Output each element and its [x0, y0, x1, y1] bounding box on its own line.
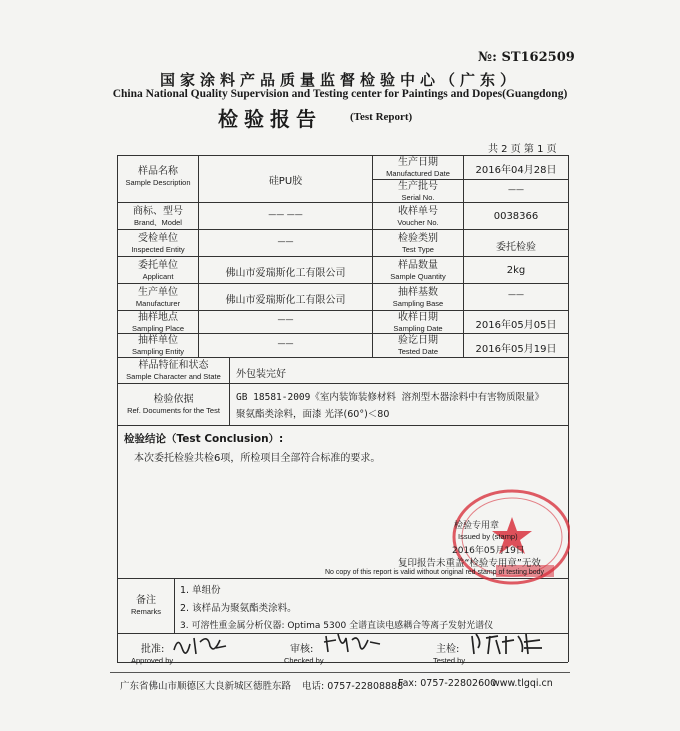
value-sample-character: 外包装完好: [236, 369, 286, 380]
label-sample-character: 样品特征和状态 Sample Character and State: [126, 360, 221, 381]
tester-signature-icon: [468, 630, 548, 658]
footer-address: 广东省佛山市顺德区大良新城区德胜东路: [120, 681, 292, 692]
remark-item: 3. 可溶性重金属分析仪器: Optima 5300 全谱直读电感耦合等离子发射光谱仪: [180, 621, 494, 631]
report-number: №: ST162509: [478, 50, 575, 65]
value-tested-date: 2016年05月19日: [475, 344, 557, 355]
approved-label-en: Approved by: [131, 656, 174, 665]
checked-label: 审核:: [290, 644, 314, 655]
label-manufactured-date: 生产日期 Manufactured Date: [386, 157, 450, 178]
footer-tel: 电话: 0757-22808888: [302, 681, 404, 692]
label-sampling-place: 抽样地点 Sampling Place: [131, 312, 185, 333]
value-ref-product-type: 聚氨酯类涂料，面漆 光泽(60°)＜80: [236, 409, 390, 420]
conclusion-text: 本次委托检验共检6项，所检项目全部符合标准的要求。: [134, 453, 381, 464]
value-sampling-date: 2016年05月05日: [475, 320, 557, 331]
value-sampling-place: ——: [277, 315, 294, 324]
value-manufacturer: 佛山市爱瑞斯化工有限公司: [225, 295, 346, 306]
label-sampling-base: 抽样基数 Sampling Base: [392, 287, 444, 308]
value-sample-description: 硅PU胶: [268, 176, 303, 187]
report-title-en: (Test Report): [350, 111, 413, 123]
label-inspected-entity: 受检单位 Inspected Entity: [131, 233, 185, 254]
center-title-cn: 国家涂料产品质量监督检验中心（广东）: [159, 71, 520, 89]
value-sampling-entity: ——: [277, 339, 294, 348]
copy-notice-en: No copy of this report is valid without original red stamp of testing body: [325, 569, 545, 576]
checked-label-en: Checked by: [284, 656, 324, 665]
label-tested-date: 验讫日期 Tested Date: [397, 335, 439, 356]
label-serial-no: 生产批号 Serial No.: [398, 181, 438, 202]
tested-label: 主检:: [436, 644, 460, 655]
value-test-type: 委托检验: [496, 242, 536, 253]
value-sample-quantity: 2kg: [506, 265, 526, 276]
value-serial-no: ——: [508, 185, 524, 194]
label-manufacturer: 生产单位 Manufacturer: [135, 287, 181, 308]
label-sampling-entity: 抽样单位 Sampling Entity: [131, 335, 185, 356]
stamp-date: 2016年05月19日: [452, 546, 525, 556]
label-applicant: 委托单位 Applicant: [138, 260, 178, 281]
value-ref-standard: GB 18581-2009《室内装饰装修材料 溶剂型木器涂料中有害物质限量》: [236, 392, 545, 403]
footer-divider: [110, 672, 570, 673]
value-brand-model: —— ——: [268, 210, 303, 219]
report-title-cn: 检验报告: [218, 107, 322, 131]
tested-label-en: Tested by: [433, 656, 466, 665]
label-ref-documents: 检验依据 Ref. Documents for the Test: [127, 394, 220, 415]
approved-label: 批准:: [141, 644, 165, 655]
label-test-type: 检验类别 Test Type: [398, 233, 438, 254]
value-sampling-base: ——: [508, 290, 524, 299]
center-title-en: China National Quality Supervision and Testing center for Paintings and Dopes(Guangdong): [112, 88, 568, 100]
approver-signature-icon: [170, 632, 230, 658]
remark-item: 2. 该样品为聚氨酯类涂料。: [180, 603, 297, 614]
page-indicator: 共 2 页 第 1 页: [488, 144, 557, 155]
label-sampling-date: 收样日期 Sampling Date: [393, 312, 443, 333]
label-brand-model: 商标、型号 Brand、Model: [133, 206, 183, 227]
label-remarks: 备注 Remarks: [130, 595, 161, 616]
footer-website: www.tlgqi.cn: [492, 678, 553, 689]
checker-signature-icon: [322, 630, 384, 656]
remark-item: 1. 单组份: [180, 585, 221, 596]
value-voucher-no: 0038366: [493, 211, 539, 222]
label-sample-quantity: 样品数量 Sample Quantity: [390, 260, 446, 281]
stamp-label-cn: 检验专用章: [454, 521, 500, 531]
stamp-label-en: Issued by (stamp): [458, 532, 518, 541]
label-voucher-no: 收样单号 Voucher No.: [397, 206, 439, 227]
value-manufactured-date: 2016年04月28日: [475, 165, 557, 176]
value-applicant: 佛山市爱瑞斯化工有限公司: [225, 268, 346, 279]
label-sample-description: 样品名称 Sample Description: [125, 166, 191, 187]
conclusion-heading: 检验结论（Test Conclusion）:: [124, 433, 284, 445]
value-inspected-entity: ——: [277, 237, 294, 246]
copy-notice-cn: 复印报告未重盖“检验专用章”无效: [398, 558, 541, 569]
footer-fax: Fax: 0757-22802600: [398, 678, 497, 689]
